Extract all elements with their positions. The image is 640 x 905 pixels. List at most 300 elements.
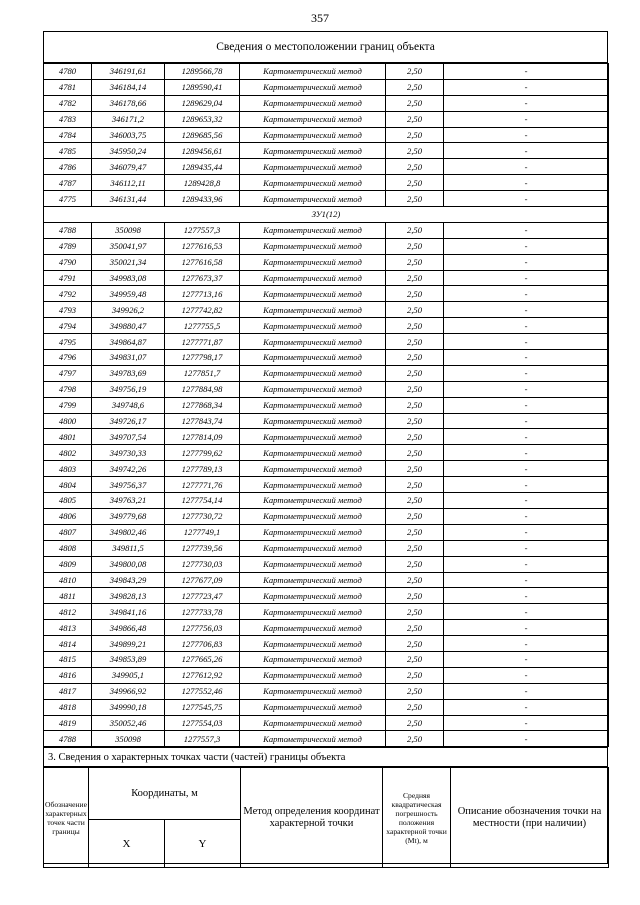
cell-y: 1277739,56 xyxy=(165,540,240,556)
cell-y: 1277799,62 xyxy=(165,445,240,461)
table-row xyxy=(44,95,609,111)
cell-method: Картометрический метод xyxy=(240,270,386,286)
cell-method: Картометрический метод xyxy=(240,79,386,95)
cell-y: 1277742,82 xyxy=(165,302,240,318)
cell-accuracy: 2,50 xyxy=(386,461,444,477)
cell-x: 346079,47 xyxy=(92,159,165,175)
cell-point-id: 4805 xyxy=(44,493,92,509)
cell-method: Картометрический метод xyxy=(240,238,386,254)
cell-description: - xyxy=(444,111,609,127)
cell-description: - xyxy=(444,127,609,143)
cell-method: Картометрический метод xyxy=(240,683,386,699)
table-row xyxy=(44,540,609,556)
table-row xyxy=(44,461,609,477)
cell-description: - xyxy=(444,79,609,95)
cell-accuracy: 2,50 xyxy=(386,397,444,413)
cell-y: 1277554,03 xyxy=(165,715,240,731)
cell-accuracy: 2,50 xyxy=(386,127,444,143)
cell-accuracy: 2,50 xyxy=(386,238,444,254)
cell-accuracy: 2,50 xyxy=(386,445,444,461)
cell-x: 349899,21 xyxy=(92,636,165,652)
cell-description: - xyxy=(444,731,609,747)
cell-accuracy: 2,50 xyxy=(386,270,444,286)
cell-y: 1289433,96 xyxy=(165,191,240,207)
cell-x: 349959,48 xyxy=(92,286,165,302)
cell-point-id: 4788 xyxy=(44,731,92,747)
cell-point-id: 4819 xyxy=(44,715,92,731)
cell-accuracy: 2,50 xyxy=(386,731,444,747)
cell-y: 1289428,8 xyxy=(165,175,240,191)
cell-method: Картометрический метод xyxy=(240,334,386,350)
table-row xyxy=(44,572,609,588)
cell-x: 349853,89 xyxy=(92,651,165,667)
table-row xyxy=(44,397,609,413)
cell-description: - xyxy=(444,429,609,445)
document-frame xyxy=(43,31,608,864)
cell-point-id: 4783 xyxy=(44,111,92,127)
cell-x: 349707,54 xyxy=(92,429,165,445)
cell-accuracy: 2,50 xyxy=(386,318,444,334)
cell-point-id: 4812 xyxy=(44,604,92,620)
cell-x: 349926,2 xyxy=(92,302,165,318)
cell-accuracy: 2,50 xyxy=(386,508,444,524)
table-row xyxy=(44,79,609,95)
header-y: Y xyxy=(165,820,241,868)
cell-y: 1289629,04 xyxy=(165,95,240,111)
cell-point-id: 4793 xyxy=(44,302,92,318)
cell-y: 1277545,75 xyxy=(165,699,240,715)
cell-x: 350098 xyxy=(92,731,165,747)
table-row xyxy=(44,381,609,397)
cell-point-id: 4810 xyxy=(44,572,92,588)
cell-x: 346184,14 xyxy=(92,79,165,95)
cell-x: 346131,44 xyxy=(92,191,165,207)
table-row xyxy=(44,715,609,731)
cell-description: - xyxy=(444,64,609,80)
table-row xyxy=(44,286,609,302)
table-row xyxy=(44,651,609,667)
cell-method: Картометрический метод xyxy=(240,524,386,540)
cell-y: 1277754,14 xyxy=(165,493,240,509)
cell-accuracy: 2,50 xyxy=(386,715,444,731)
table-subheader: ЗУ1(12) xyxy=(44,207,609,223)
cell-point-id: 4789 xyxy=(44,238,92,254)
cell-y: 1277843,74 xyxy=(165,413,240,429)
table-row xyxy=(44,159,609,175)
cell-description: - xyxy=(444,493,609,509)
cell-method: Картометрический метод xyxy=(240,381,386,397)
cell-description: - xyxy=(444,540,609,556)
cell-point-id: 4794 xyxy=(44,318,92,334)
cell-point-id: 4797 xyxy=(44,365,92,381)
table-row xyxy=(44,143,609,159)
cell-accuracy: 2,50 xyxy=(386,413,444,429)
header-x: X xyxy=(89,820,165,868)
cell-method: Картометрический метод xyxy=(240,429,386,445)
table-row xyxy=(44,556,609,572)
cell-point-id: 4795 xyxy=(44,334,92,350)
table-row xyxy=(44,191,609,207)
cell-x: 349802,46 xyxy=(92,524,165,540)
page-number: 357 xyxy=(311,11,329,25)
cell-point-id: 4796 xyxy=(44,350,92,366)
cell-point-id: 4798 xyxy=(44,381,92,397)
cell-y: 1277723,47 xyxy=(165,588,240,604)
cell-point-id: 4801 xyxy=(44,429,92,445)
table-row xyxy=(44,350,609,366)
cell-point-id: 4811 xyxy=(44,588,92,604)
cell-point-id: 4799 xyxy=(44,397,92,413)
cell-method: Картометрический метод xyxy=(240,604,386,620)
cell-x: 349983,08 xyxy=(92,270,165,286)
cell-point-id: 4803 xyxy=(44,461,92,477)
table-row xyxy=(44,254,609,270)
cell-point-id: 4781 xyxy=(44,79,92,95)
cell-y: 1289566,78 xyxy=(165,64,240,80)
cell-description: - xyxy=(444,350,609,366)
cell-point-id: 4788 xyxy=(44,222,92,238)
cell-x: 349880,47 xyxy=(92,318,165,334)
cell-x: 349800,08 xyxy=(92,556,165,572)
cell-x: 346191,61 xyxy=(92,64,165,80)
cell-accuracy: 2,50 xyxy=(386,302,444,318)
cell-y: 1277673,37 xyxy=(165,270,240,286)
cell-x: 349742,26 xyxy=(92,461,165,477)
cell-description: - xyxy=(444,95,609,111)
cell-accuracy: 2,50 xyxy=(386,683,444,699)
cell-x: 350052,46 xyxy=(92,715,165,731)
cell-x: 349905,1 xyxy=(92,667,165,683)
cell-y: 1277552,46 xyxy=(165,683,240,699)
cell-method: Картометрический метод xyxy=(240,111,386,127)
cell-method: Картометрический метод xyxy=(240,397,386,413)
cell-y: 1277771,76 xyxy=(165,477,240,493)
cell-description: - xyxy=(444,477,609,493)
cell-accuracy: 2,50 xyxy=(386,334,444,350)
cell-method: Картометрический метод xyxy=(240,302,386,318)
cell-accuracy: 2,50 xyxy=(386,381,444,397)
cell-x: 349756,19 xyxy=(92,381,165,397)
cell-accuracy: 2,50 xyxy=(386,350,444,366)
cell-accuracy: 2,50 xyxy=(386,143,444,159)
section-title: Сведения о местоположении границ объекта xyxy=(44,32,607,63)
cell-point-id: 4780 xyxy=(44,64,92,80)
cell-y: 1277884,98 xyxy=(165,381,240,397)
cell-description: - xyxy=(444,667,609,683)
cell-description: - xyxy=(444,588,609,604)
cell-description: - xyxy=(444,302,609,318)
cell-x: 349828,13 xyxy=(92,588,165,604)
cell-point-id: 4800 xyxy=(44,413,92,429)
cell-x: 349811,5 xyxy=(92,540,165,556)
cell-method: Картометрический метод xyxy=(240,477,386,493)
cell-description: - xyxy=(444,715,609,731)
cell-accuracy: 2,50 xyxy=(386,540,444,556)
cell-point-id: 4775 xyxy=(44,191,92,207)
cell-x: 346003,75 xyxy=(92,127,165,143)
table-row xyxy=(44,636,609,652)
cell-description: - xyxy=(444,636,609,652)
cell-y: 1277706,83 xyxy=(165,636,240,652)
cell-point-id: 4791 xyxy=(44,270,92,286)
cell-accuracy: 2,50 xyxy=(386,191,444,207)
cell-y: 1277557,3 xyxy=(165,222,240,238)
cell-x: 349831,07 xyxy=(92,350,165,366)
cell-point-id: 4804 xyxy=(44,477,92,493)
header-accuracy: Средняя квадратическая погрешность положения характерной точки (Mt), м xyxy=(383,768,451,868)
cell-point-id: 4806 xyxy=(44,508,92,524)
cell-x: 349748,6 xyxy=(92,397,165,413)
cell-y: 1289685,56 xyxy=(165,127,240,143)
cell-method: Картометрический метод xyxy=(240,636,386,652)
cell-x: 346112,11 xyxy=(92,175,165,191)
cell-method: Картометрический метод xyxy=(240,254,386,270)
cell-method: Картометрический метод xyxy=(240,175,386,191)
cell-method: Картометрический метод xyxy=(240,222,386,238)
cell-accuracy: 2,50 xyxy=(386,604,444,620)
table-row xyxy=(44,683,609,699)
cell-method: Картометрический метод xyxy=(240,572,386,588)
cell-y: 1277868,34 xyxy=(165,397,240,413)
cell-description: - xyxy=(444,191,609,207)
cell-x: 349726,17 xyxy=(92,413,165,429)
cell-x: 350041,97 xyxy=(92,238,165,254)
table-row xyxy=(44,604,609,620)
cell-x: 349783,69 xyxy=(92,365,165,381)
cell-accuracy: 2,50 xyxy=(386,429,444,445)
cell-point-id: 4814 xyxy=(44,636,92,652)
cell-method: Картометрический метод xyxy=(240,95,386,111)
table-row xyxy=(44,588,609,604)
cell-y: 1277851,7 xyxy=(165,365,240,381)
cell-accuracy: 2,50 xyxy=(386,477,444,493)
cell-point-id: 4815 xyxy=(44,651,92,667)
cell-method: Картометрический метод xyxy=(240,588,386,604)
cell-accuracy: 2,50 xyxy=(386,286,444,302)
cell-method: Картометрический метод xyxy=(240,715,386,731)
cell-accuracy: 2,50 xyxy=(386,667,444,683)
cell-description: - xyxy=(444,461,609,477)
table-row xyxy=(44,238,609,254)
cell-y: 1289456,61 xyxy=(165,143,240,159)
table-row xyxy=(44,64,609,80)
cell-description: - xyxy=(444,270,609,286)
cell-y: 1277677,09 xyxy=(165,572,240,588)
cell-y: 1277771,87 xyxy=(165,334,240,350)
table-row xyxy=(44,334,609,350)
cell-description: - xyxy=(444,397,609,413)
cell-y: 1289653,32 xyxy=(165,111,240,127)
cell-description: - xyxy=(444,334,609,350)
header-method: Метод определения координат характерной точки xyxy=(241,768,383,868)
cell-description: - xyxy=(444,508,609,524)
cell-method: Картометрический метод xyxy=(240,667,386,683)
cell-y: 1277557,3 xyxy=(165,731,240,747)
cell-method: Картометрический метод xyxy=(240,64,386,80)
cell-point-id: 4808 xyxy=(44,540,92,556)
cell-accuracy: 2,50 xyxy=(386,636,444,652)
cell-x: 349864,87 xyxy=(92,334,165,350)
cell-method: Картометрический метод xyxy=(240,540,386,556)
cell-method: Картометрический метод xyxy=(240,445,386,461)
header-col-point: Обозначение характерных точек части границы xyxy=(44,768,89,868)
cell-accuracy: 2,50 xyxy=(386,175,444,191)
cell-description: - xyxy=(444,238,609,254)
cell-description: - xyxy=(444,699,609,715)
table-row xyxy=(44,493,609,509)
cell-accuracy: 2,50 xyxy=(386,254,444,270)
cell-y: 1277713,16 xyxy=(165,286,240,302)
cell-description: - xyxy=(444,556,609,572)
cell-point-id: 4813 xyxy=(44,620,92,636)
table-row xyxy=(44,222,609,238)
cell-y: 1277730,72 xyxy=(165,508,240,524)
table-row xyxy=(44,175,609,191)
cell-accuracy: 2,50 xyxy=(386,64,444,80)
cell-accuracy: 2,50 xyxy=(386,699,444,715)
table-row xyxy=(44,302,609,318)
cell-y: 1277616,53 xyxy=(165,238,240,254)
cell-y: 1277665,26 xyxy=(165,651,240,667)
cell-method: Картометрический метод xyxy=(240,493,386,509)
cell-method: Картометрический метод xyxy=(240,731,386,747)
cell-description: - xyxy=(444,175,609,191)
header-description: Описание обозначения точки на местности (при наличии) xyxy=(451,768,609,868)
cell-description: - xyxy=(444,318,609,334)
cell-accuracy: 2,50 xyxy=(386,79,444,95)
cell-method: Картометрический метод xyxy=(240,159,386,175)
cell-description: - xyxy=(444,445,609,461)
table-row xyxy=(44,445,609,461)
table-row xyxy=(44,111,609,127)
cell-description: - xyxy=(444,413,609,429)
table-row xyxy=(44,270,609,286)
header-coordinates: Координаты, м xyxy=(89,768,241,820)
cell-y: 1277756,03 xyxy=(165,620,240,636)
cell-method: Картометрический метод xyxy=(240,620,386,636)
cell-x: 349990,18 xyxy=(92,699,165,715)
cell-point-id: 4785 xyxy=(44,143,92,159)
table-subheader-row xyxy=(44,207,609,223)
cell-accuracy: 2,50 xyxy=(386,493,444,509)
cell-point-id: 4784 xyxy=(44,127,92,143)
cell-description: - xyxy=(444,143,609,159)
cell-point-id: 4818 xyxy=(44,699,92,715)
section3-title: 3. Сведения о характерных точках части (частей) границы объекта xyxy=(44,747,607,767)
cell-method: Картометрический метод xyxy=(240,318,386,334)
cell-y: 1277814,09 xyxy=(165,429,240,445)
cell-accuracy: 2,50 xyxy=(386,651,444,667)
cell-description: - xyxy=(444,651,609,667)
table-body-block1 xyxy=(44,64,609,207)
cell-point-id: 4809 xyxy=(44,556,92,572)
cell-y: 1277749,1 xyxy=(165,524,240,540)
table-row xyxy=(44,524,609,540)
cell-accuracy: 2,50 xyxy=(386,365,444,381)
cell-description: - xyxy=(444,683,609,699)
cell-method: Картометрический метод xyxy=(240,651,386,667)
cell-point-id: 4790 xyxy=(44,254,92,270)
cell-y: 1277755,5 xyxy=(165,318,240,334)
table-row xyxy=(44,731,609,747)
table-row xyxy=(44,318,609,334)
cell-description: - xyxy=(444,381,609,397)
cell-y: 1289590,41 xyxy=(165,79,240,95)
cell-description: - xyxy=(444,620,609,636)
cell-point-id: 4782 xyxy=(44,95,92,111)
cell-method: Картометрический метод xyxy=(240,191,386,207)
cell-method: Картометрический метод xyxy=(240,365,386,381)
cell-x: 350098 xyxy=(92,222,165,238)
cell-y: 1277798,17 xyxy=(165,350,240,366)
subheader-block xyxy=(44,207,609,223)
cell-y: 1277733,78 xyxy=(165,604,240,620)
cell-point-id: 4816 xyxy=(44,667,92,683)
cell-x: 349730,33 xyxy=(92,445,165,461)
cell-point-id: 4787 xyxy=(44,175,92,191)
cell-accuracy: 2,50 xyxy=(386,222,444,238)
cell-method: Картометрический метод xyxy=(240,556,386,572)
table-row xyxy=(44,620,609,636)
cell-x: 349841,16 xyxy=(92,604,165,620)
cell-description: - xyxy=(444,286,609,302)
cell-accuracy: 2,50 xyxy=(386,111,444,127)
cell-method: Картометрический метод xyxy=(240,127,386,143)
cell-x: 346171,2 xyxy=(92,111,165,127)
cell-description: - xyxy=(444,222,609,238)
cell-description: - xyxy=(444,572,609,588)
cell-y: 1277730,03 xyxy=(165,556,240,572)
cell-method: Картометрический метод xyxy=(240,508,386,524)
table-row xyxy=(44,508,609,524)
cell-accuracy: 2,50 xyxy=(386,620,444,636)
cell-point-id: 4802 xyxy=(44,445,92,461)
cell-accuracy: 2,50 xyxy=(386,524,444,540)
cell-x: 345950,24 xyxy=(92,143,165,159)
cell-x: 350021,34 xyxy=(92,254,165,270)
cell-method: Картометрический метод xyxy=(240,143,386,159)
table-row xyxy=(44,477,609,493)
cell-method: Картометрический метод xyxy=(240,699,386,715)
cell-method: Картометрический метод xyxy=(240,413,386,429)
cell-y: 1277612,92 xyxy=(165,667,240,683)
section3-header-table xyxy=(43,767,609,868)
cell-point-id: 4807 xyxy=(44,524,92,540)
cell-accuracy: 2,50 xyxy=(386,572,444,588)
cell-point-id: 4792 xyxy=(44,286,92,302)
cell-x: 349779,68 xyxy=(92,508,165,524)
cell-description: - xyxy=(444,604,609,620)
cell-x: 349763,21 xyxy=(92,493,165,509)
table-row xyxy=(44,127,609,143)
coordinates-table xyxy=(43,63,609,747)
cell-x: 349866,48 xyxy=(92,620,165,636)
cell-description: - xyxy=(444,524,609,540)
cell-method: Картометрический метод xyxy=(240,286,386,302)
cell-accuracy: 2,50 xyxy=(386,588,444,604)
table-row xyxy=(44,429,609,445)
table-body-block2 xyxy=(44,222,609,746)
cell-accuracy: 2,50 xyxy=(386,159,444,175)
table-row xyxy=(44,413,609,429)
cell-x: 349756,37 xyxy=(92,477,165,493)
table-row xyxy=(44,667,609,683)
cell-description: - xyxy=(444,365,609,381)
cell-method: Картометрический метод xyxy=(240,461,386,477)
cell-description: - xyxy=(444,254,609,270)
cell-y: 1277616,58 xyxy=(165,254,240,270)
cell-x: 346178,66 xyxy=(92,95,165,111)
